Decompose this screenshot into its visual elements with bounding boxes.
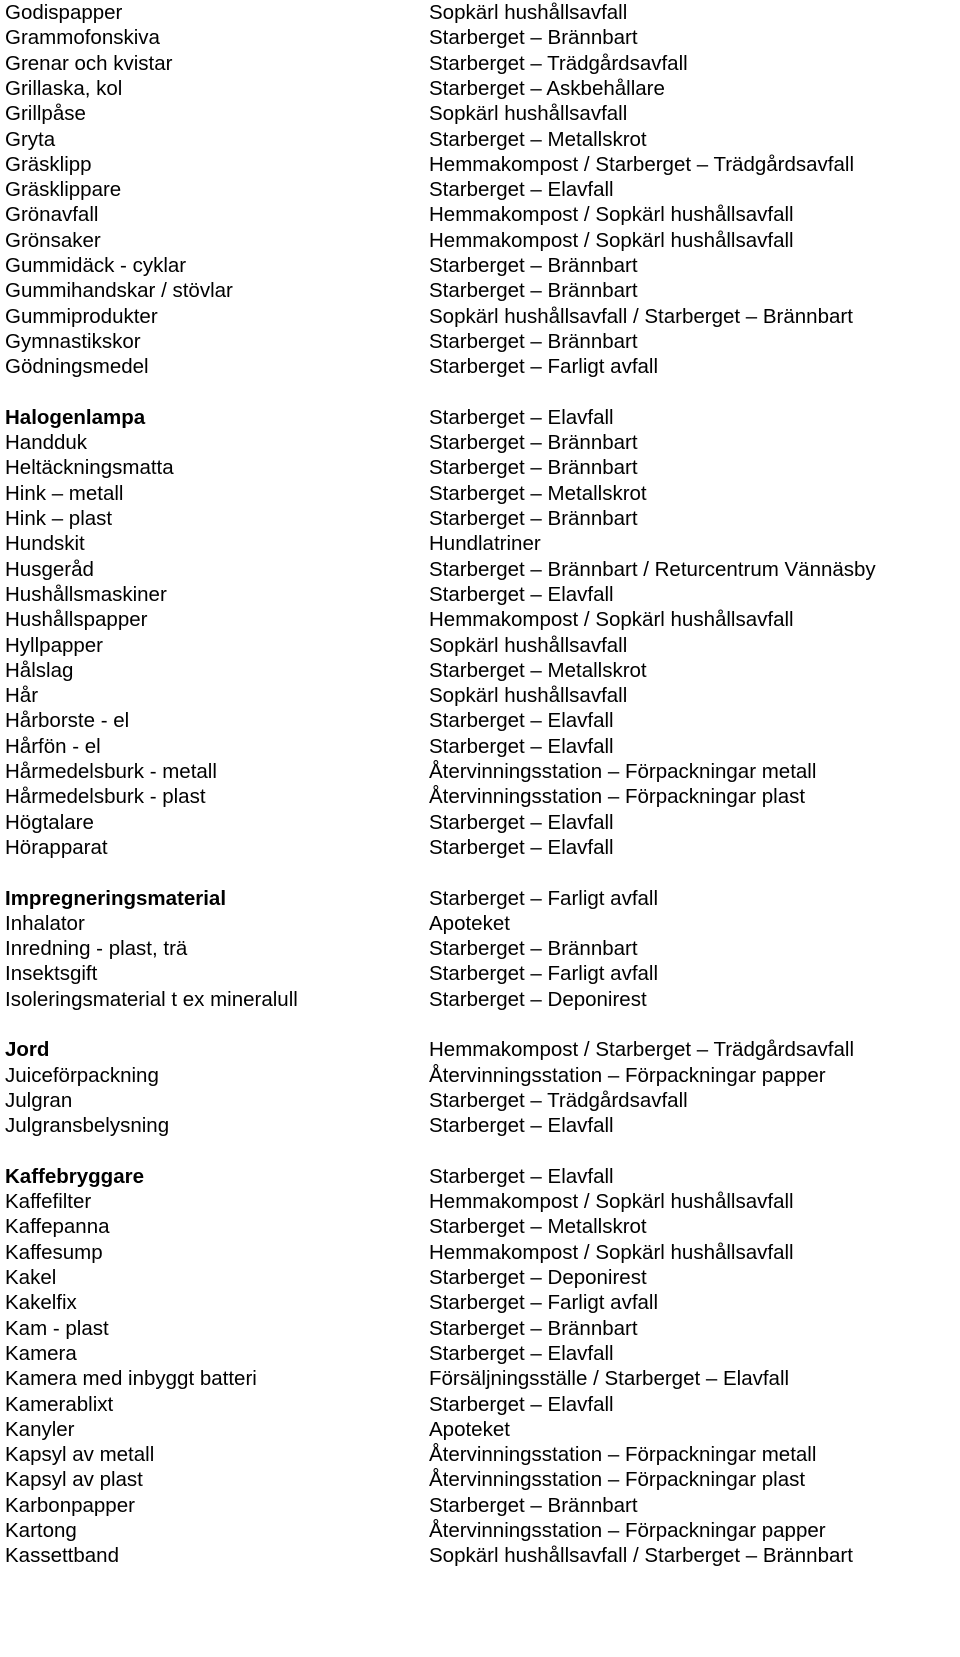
disposal-destination: Starberget – Askbehållare bbox=[429, 76, 665, 100]
disposal-destination: Återvinningsstation – Förpackningar metall bbox=[429, 1443, 817, 1467]
item-name: Kanyler bbox=[5, 1417, 75, 1441]
disposal-destination: Starberget – Elavfall bbox=[429, 709, 614, 733]
list-item bbox=[0, 1341, 960, 1367]
disposal-destination: Starberget – Elavfall bbox=[429, 1164, 614, 1188]
item-name: Grenar och kvistar bbox=[5, 51, 173, 75]
disposal-destination: Starberget – Farligt avfall bbox=[429, 886, 659, 910]
item-name: Kakelfix bbox=[5, 1291, 77, 1315]
item-name: Grillpåse bbox=[5, 102, 86, 126]
item-name: Hushållspapper bbox=[5, 608, 148, 632]
item-name: Hårborste - el bbox=[5, 709, 130, 733]
item-name: Gummihandskar / stövlar bbox=[5, 279, 233, 303]
disposal-destination: Hemmakompost / Starberget – Trädgårdsavfall bbox=[429, 152, 854, 176]
item-name: Kam - plast bbox=[5, 1316, 109, 1340]
disposal-destination: Starberget – Elavfall bbox=[429, 734, 614, 758]
disposal-destination: Hemmakompost / Starberget – Trädgårdsavfall bbox=[429, 1038, 854, 1062]
item-name: Kakel bbox=[5, 1266, 57, 1289]
item-name: Gräsklippare bbox=[5, 178, 122, 202]
list-item bbox=[0, 1417, 960, 1443]
disposal-destination: Starberget – Metallskrot bbox=[429, 127, 647, 151]
item-name: Hårmedelsburk - plast bbox=[5, 785, 206, 809]
disposal-destination: Starberget – Elavfall bbox=[429, 405, 614, 429]
item-name: Kassettband bbox=[5, 1544, 119, 1568]
group-first-item: Kaffebryggare bbox=[5, 1164, 144, 1188]
list-item bbox=[0, 405, 960, 431]
item-name: Inhalator bbox=[5, 911, 85, 935]
list-item bbox=[0, 253, 960, 279]
list-item bbox=[0, 1113, 960, 1139]
disposal-destination: Starberget – Metallskrot bbox=[429, 1215, 647, 1239]
disposal-destination: Starberget – Elavfall bbox=[429, 1341, 614, 1365]
disposal-destination: Starberget – Brännbart bbox=[429, 937, 638, 961]
disposal-destination: Återvinningsstation – Förpackningar papper bbox=[429, 1519, 826, 1542]
item-name: Grönavfall bbox=[5, 203, 99, 227]
disposal-destination: Starberget – Brännbart bbox=[429, 26, 638, 50]
list-item bbox=[0, 354, 960, 380]
item-name: Inredning - plast, trä bbox=[5, 937, 188, 961]
list-item bbox=[0, 633, 960, 659]
disposal-destination: Återvinningsstation – Förpackningar plast bbox=[429, 785, 806, 809]
list-item bbox=[0, 810, 960, 836]
list-item bbox=[0, 1214, 960, 1240]
disposal-destination: Sopkärl hushållsavfall bbox=[429, 684, 628, 708]
list-item bbox=[0, 506, 960, 532]
item-name: Kartong bbox=[5, 1519, 77, 1542]
disposal-destination: Starberget – Trädgårdsavfall bbox=[429, 51, 688, 75]
list-item bbox=[0, 455, 960, 481]
list-item bbox=[0, 202, 960, 228]
disposal-destination: Starberget – Brännbart bbox=[429, 254, 638, 277]
list-item bbox=[0, 1366, 960, 1392]
disposal-destination: Hemmakompost / Sopkärl hushållsavfall bbox=[429, 228, 794, 252]
list-item bbox=[0, 557, 960, 583]
disposal-destination: Sopkärl hushållsavfall bbox=[429, 102, 628, 126]
group-first-item: Halogenlampa bbox=[5, 405, 146, 429]
disposal-destination: Starberget – Metallskrot bbox=[429, 481, 647, 505]
item-name: Julgran bbox=[5, 1088, 73, 1112]
disposal-destination: Starberget – Farligt avfall bbox=[429, 355, 659, 379]
item-name: Högtalare bbox=[5, 810, 94, 834]
disposal-destination: Starberget – Deponirest bbox=[429, 1266, 647, 1289]
disposal-destination: Starberget – Brännbart bbox=[429, 507, 638, 530]
list-item bbox=[0, 1240, 960, 1266]
list-item bbox=[0, 1088, 960, 1114]
item-name: Gummidäck - cyklar bbox=[5, 254, 187, 277]
item-name: Grammofonskiva bbox=[5, 26, 160, 50]
item-name: Hörapparat bbox=[5, 835, 108, 859]
list-item bbox=[0, 25, 960, 51]
list-item bbox=[0, 1290, 960, 1316]
list-item bbox=[0, 1037, 960, 1063]
item-name: Kapsyl av plast bbox=[5, 1468, 143, 1492]
list-item bbox=[0, 936, 960, 962]
list-item bbox=[0, 127, 960, 153]
list-item bbox=[0, 683, 960, 709]
list-item bbox=[0, 1442, 960, 1468]
list-item bbox=[0, 784, 960, 810]
list-item bbox=[0, 582, 960, 608]
disposal-destination: Hemmakompost / Sopkärl hushållsavfall bbox=[429, 1190, 794, 1214]
list-item bbox=[0, 1467, 960, 1493]
item-name: Grillaska, kol bbox=[5, 76, 123, 100]
disposal-destination: Försäljningsställe / Starberget – Elavfall bbox=[429, 1367, 790, 1391]
disposal-destination: Starberget – Brännbart bbox=[429, 456, 638, 480]
item-name: Kapsyl av metall bbox=[5, 1443, 155, 1467]
disposal-destination: Starberget – Metallskrot bbox=[429, 658, 647, 682]
item-name: Hålslag bbox=[5, 658, 74, 682]
list-item bbox=[0, 76, 960, 102]
item-name: Insektsgift bbox=[5, 962, 98, 986]
disposal-destination: Starberget – Elavfall bbox=[429, 582, 614, 606]
item-name: Juiceförpackning bbox=[5, 1063, 159, 1087]
disposal-destination: Starberget – Brännbart bbox=[429, 431, 638, 455]
group-first-item: Impregneringsmaterial bbox=[5, 886, 227, 910]
item-name: Gymnastikskor bbox=[5, 329, 141, 353]
item-name: Gödningsmedel bbox=[5, 355, 149, 379]
disposal-destination: Återvinningsstation – Förpackningar metall bbox=[429, 760, 817, 783]
disposal-destination: Starberget – Brännbart bbox=[429, 1493, 638, 1517]
list-item bbox=[0, 278, 960, 304]
list-item bbox=[0, 304, 960, 330]
item-name: Kamera bbox=[5, 1341, 77, 1365]
disposal-destination: Starberget – Elavfall bbox=[429, 810, 614, 834]
list-item bbox=[0, 961, 960, 987]
disposal-destination: Återvinningsstation – Förpackningar plast bbox=[429, 1468, 806, 1492]
disposal-destination: Återvinningsstation – Förpackningar papper bbox=[429, 1063, 826, 1087]
list-item bbox=[0, 658, 960, 684]
list-item bbox=[0, 481, 960, 507]
disposal-destination: Starberget – Elavfall bbox=[429, 1114, 614, 1138]
item-name: Handduk bbox=[5, 431, 88, 455]
disposal-destination: Hundlatriner bbox=[429, 532, 541, 556]
list-item bbox=[0, 1493, 960, 1519]
disposal-destination: Sopkärl hushållsavfall bbox=[429, 633, 628, 657]
item-name: Hushållsmaskiner bbox=[5, 582, 167, 606]
item-name: Hink – plast bbox=[5, 507, 113, 530]
item-name: Kaffepanna bbox=[5, 1215, 110, 1239]
item-name: Kamerablixt bbox=[5, 1392, 114, 1416]
disposal-destination: Starberget – Farligt avfall bbox=[429, 1291, 659, 1315]
list-item bbox=[0, 835, 960, 861]
disposal-destination: Sopkärl hushållsavfall / Starberget – Brännbart bbox=[429, 304, 853, 328]
list-item bbox=[0, 531, 960, 557]
disposal-destination: Starberget – Elavfall bbox=[429, 835, 614, 859]
list-item bbox=[0, 51, 960, 77]
list-item bbox=[0, 1063, 960, 1089]
item-name: Hår bbox=[5, 684, 39, 708]
item-name: Godispapper bbox=[5, 1, 123, 24]
list-item bbox=[0, 1518, 960, 1544]
list-item bbox=[0, 1316, 960, 1342]
item-name: Hårfön - el bbox=[5, 734, 101, 758]
disposal-destination: Apoteket bbox=[429, 911, 510, 935]
item-name: Hundskit bbox=[5, 532, 85, 556]
group-first-item: Jord bbox=[5, 1038, 50, 1062]
list-item bbox=[0, 177, 960, 203]
item-name: Grönsaker bbox=[5, 228, 101, 252]
item-name: Karbonpapper bbox=[5, 1493, 135, 1517]
disposal-destination: Sopkärl hushållsavfall / Starberget – Brännbart bbox=[429, 1544, 853, 1568]
list-item bbox=[0, 1392, 960, 1418]
list-item bbox=[0, 987, 960, 1013]
item-name: Gryta bbox=[5, 127, 56, 151]
list-item bbox=[0, 1543, 960, 1569]
item-name: Gummiprodukter bbox=[5, 304, 158, 328]
list-item bbox=[0, 1189, 960, 1215]
disposal-destination: Starberget – Farligt avfall bbox=[429, 962, 659, 986]
list-item bbox=[0, 708, 960, 734]
item-name: Hårmedelsburk - metall bbox=[5, 760, 217, 783]
disposal-destination: Apoteket bbox=[429, 1417, 510, 1441]
list-item bbox=[0, 607, 960, 633]
list-item bbox=[0, 886, 960, 912]
item-name: Kamera med inbyggt batteri bbox=[5, 1367, 257, 1391]
disposal-destination: Starberget – Elavfall bbox=[429, 178, 614, 202]
item-name: Hink – metall bbox=[5, 481, 124, 505]
item-name: Hyllpapper bbox=[5, 633, 103, 657]
list-item bbox=[0, 152, 960, 178]
item-name: Julgransbelysning bbox=[5, 1114, 170, 1138]
disposal-destination: Starberget – Deponirest bbox=[429, 987, 647, 1011]
list-item bbox=[0, 101, 960, 127]
disposal-destination: Starberget – Brännbart bbox=[429, 279, 638, 303]
disposal-destination: Starberget – Brännbart bbox=[429, 329, 638, 353]
item-name: Kaffesump bbox=[5, 1240, 103, 1264]
list-item bbox=[0, 329, 960, 355]
list-item bbox=[0, 228, 960, 254]
list-item bbox=[0, 430, 960, 456]
disposal-destination: Starberget – Elavfall bbox=[429, 1392, 614, 1416]
list-item bbox=[0, 0, 960, 26]
item-name: Isoleringsmaterial t ex mineralull bbox=[5, 987, 298, 1011]
disposal-destination: Starberget – Trädgårdsavfall bbox=[429, 1088, 688, 1112]
disposal-destination: Hemmakompost / Sopkärl hushållsavfall bbox=[429, 203, 794, 227]
item-name: Heltäckningsmatta bbox=[5, 456, 174, 480]
item-name: Gräsklipp bbox=[5, 152, 92, 176]
disposal-destination: Starberget – Brännbart bbox=[429, 1316, 638, 1340]
list-item bbox=[0, 1164, 960, 1190]
disposal-destination: Starberget – Brännbart / Returcentrum Vännäsby bbox=[429, 557, 876, 581]
item-name: Husgeråd bbox=[5, 557, 94, 581]
list-item bbox=[0, 911, 960, 937]
list-item bbox=[0, 734, 960, 760]
item-name: Kaffefilter bbox=[5, 1190, 92, 1214]
list-item bbox=[0, 1265, 960, 1291]
disposal-destination: Hemmakompost / Sopkärl hushållsavfall bbox=[429, 608, 794, 632]
disposal-destination: Sopkärl hushållsavfall bbox=[429, 1, 628, 24]
disposal-destination: Hemmakompost / Sopkärl hushållsavfall bbox=[429, 1240, 794, 1264]
list-item bbox=[0, 759, 960, 785]
